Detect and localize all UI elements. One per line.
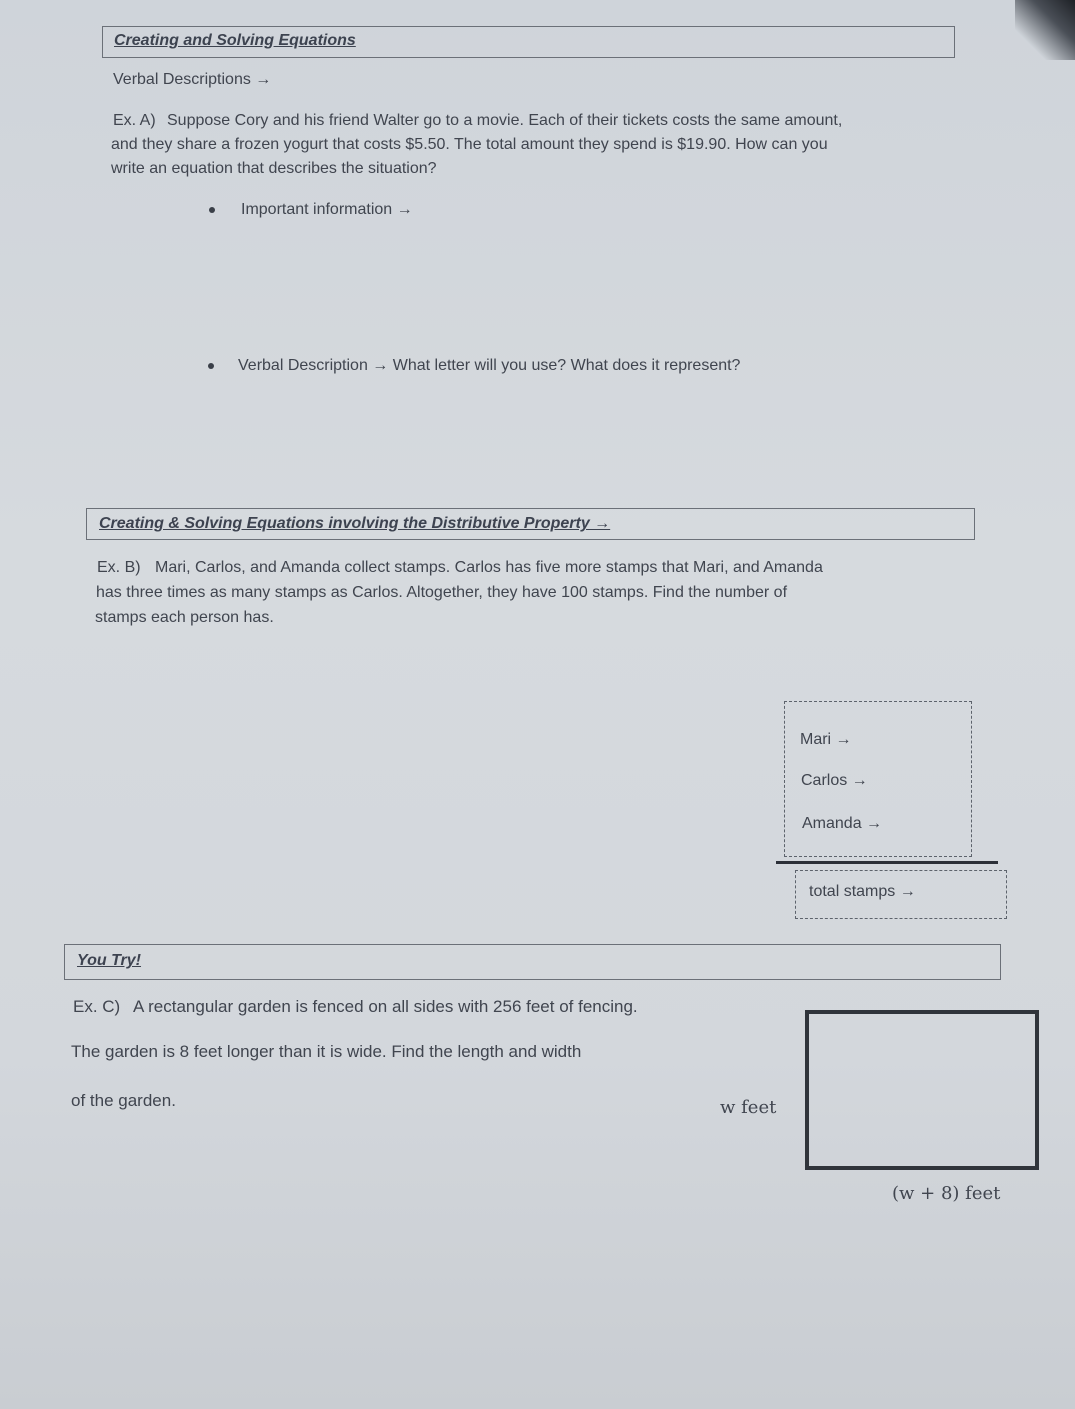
subheading: Verbal Descriptions → xyxy=(113,71,272,88)
example-line: of the garden. xyxy=(71,1091,176,1110)
bullet-icon xyxy=(208,363,214,369)
bullet-item: Important information → xyxy=(241,201,413,218)
length-label: (w + 8) feet xyxy=(892,1183,1001,1204)
total-stamps-label: total stamps → xyxy=(809,883,916,900)
example-label: Ex. A) xyxy=(113,112,156,129)
stamp-row-mari: Mari → xyxy=(800,731,852,748)
section-title: You Try! xyxy=(77,952,142,969)
example-line: Suppose Cory and his friend Walter go to a movie. Each of their tickets costs the same amount, xyxy=(167,112,843,129)
example-line: stamps each person has. xyxy=(95,609,274,626)
photo-corner-shadow xyxy=(1015,0,1075,60)
example-line: and they share a frozen yogurt that costs $5.50. The total amount they spend is $19.90. How can you xyxy=(111,136,828,153)
example-line: has three times as many stamps as Carlos. Altogether, they have 100 stamps. Find the number of xyxy=(96,584,788,601)
example-label: Ex. C) xyxy=(73,997,121,1016)
example-label: Ex. B) xyxy=(97,559,141,576)
stamp-row-carlos: Carlos → xyxy=(801,772,868,789)
sum-line xyxy=(776,861,998,864)
example-line: The garden is 8 feet longer than it is wide. Find the length and width xyxy=(71,1042,582,1061)
width-label: w feet xyxy=(720,1097,777,1118)
example-line: Mari, Carlos, and Amanda collect stamps. Carlos has five more stamps that Mari, and Amanda xyxy=(155,559,823,576)
section-title: Creating and Solving Equations xyxy=(114,32,356,49)
bullet-item: Verbal Description → What letter will you use? What does it represent? xyxy=(238,357,741,374)
section-title: Creating & Solving Equations involving the Distributive Property → xyxy=(99,515,611,532)
bullet-icon xyxy=(209,207,215,213)
example-line: write an equation that describes the situation? xyxy=(111,160,437,177)
garden-rectangle xyxy=(805,1010,1039,1170)
section-header-box xyxy=(64,944,1001,980)
example-line: A rectangular garden is fenced on all sides with 256 feet of fencing. xyxy=(133,997,638,1016)
stamp-row-amanda: Amanda → xyxy=(802,815,883,832)
